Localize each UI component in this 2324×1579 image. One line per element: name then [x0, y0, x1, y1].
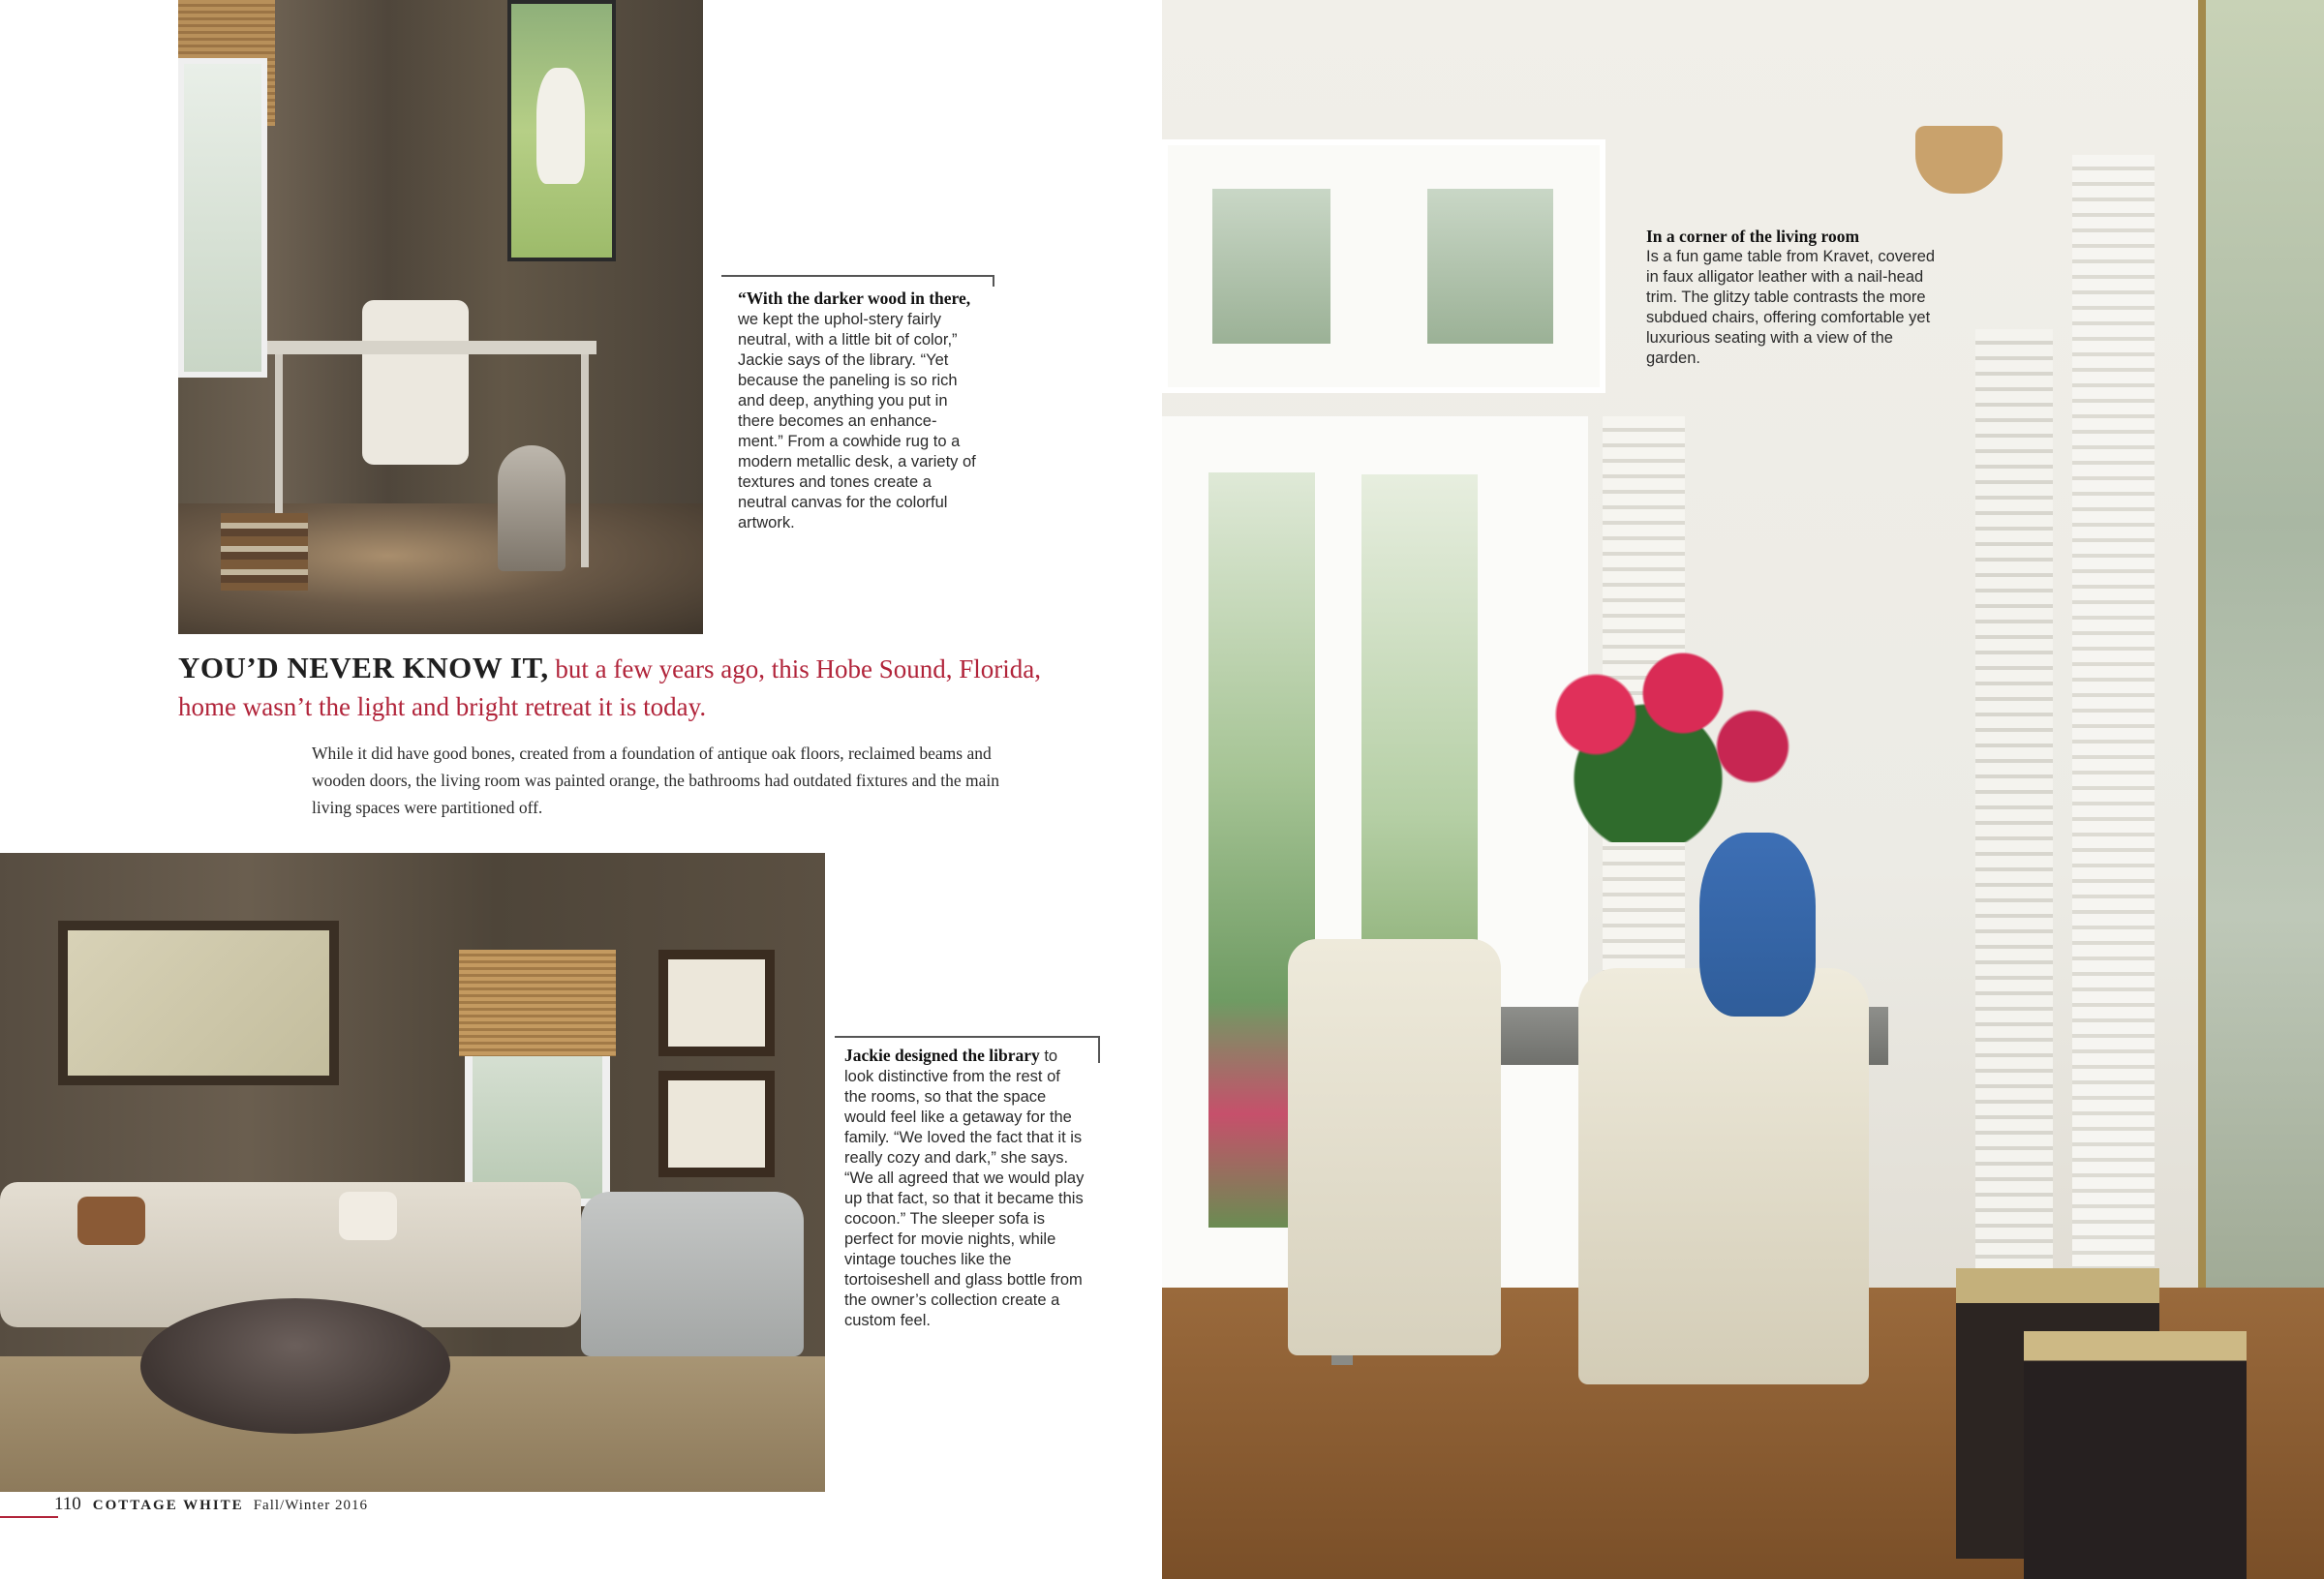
- desk-chair: [362, 300, 469, 465]
- abstract-painting: [2198, 0, 2324, 1307]
- desk-caption-text: we kept the uphol-stery fairly neutral, with a little bit of color,” Jackie says of the library. “Yet because the paneling is so rich and deep, anything you put in there becomes an enhance-ment.” From a cowhide rug to a modern metallic desk, a variety of textures and tones create a neutral canvas for the colorful artwork.: [738, 311, 976, 531]
- book-stack: [221, 513, 308, 591]
- desk-leg: [581, 354, 589, 567]
- magazine-name: COTTAGE WHITE: [92, 1498, 244, 1513]
- framed-print: [658, 950, 775, 1056]
- desk-caption: [738, 288, 980, 533]
- shutter: [2072, 155, 2155, 1268]
- library-desk-photo: [178, 0, 703, 634]
- library-caption-text: to look distinctive from the rest of the rooms, so that the space would feel like a getaway for the family. “We loved the fact that it is really cozy and dark,” she says. “We all agreed that we would play up that fact, so that it became this cocoon.” The sleeper sofa is perfect for movie nights, while vintage touches like the tortoiseshell and glass bottle from the owner’s collection create a custom feel.: [844, 1048, 1085, 1329]
- round-ottoman: [140, 1298, 450, 1434]
- page-folio: [54, 1494, 422, 1523]
- page-number: 110: [54, 1494, 81, 1514]
- headline-rest: but a few years ago, this Hobe Sound, Florida, home wasn’t the light and bright retreat it is today.: [178, 654, 1042, 721]
- article-headline: [178, 649, 1050, 726]
- upholstered-chair: [1578, 968, 1869, 1384]
- caption-bracket: [721, 275, 994, 287]
- framed-print: [658, 1071, 775, 1177]
- upholstered-chair: [1288, 939, 1501, 1355]
- library-caption-lead: Jackie designed the library: [844, 1046, 1040, 1065]
- living-room-caption-text: Is a fun game table from Kravet, covered in faux alligator leather with a nail-head trim. The glitzy table contrasts the more subdued chairs, offering comfortable yet luxurious seating with a view of the garden.: [1646, 248, 1936, 367]
- woven-shade: [459, 950, 616, 1056]
- issue-date: Fall/Winter 2016: [253, 1498, 369, 1513]
- armchair: [581, 1192, 804, 1356]
- window-pane: [1212, 189, 1330, 344]
- headline-caps: YOU’D NEVER KNOW IT,: [178, 651, 549, 684]
- side-table: [498, 445, 566, 571]
- blue-vase: [1699, 833, 1816, 1017]
- library-caption: [844, 1046, 1086, 1331]
- dog-figure: [536, 68, 585, 184]
- article-body: While it did have good bones, created from a foundation of antique oak floors, reclaimed beams and wooden doors, the living room was painted orange, the bathrooms had outdated fixtures and the main living spaces were partitioned off.: [312, 744, 1000, 817]
- gilded-stool: [2024, 1331, 2247, 1579]
- living-room-caption: [1646, 227, 1946, 369]
- window: [178, 58, 267, 378]
- leather-pillow: [77, 1197, 145, 1245]
- window-pane: [1427, 189, 1553, 344]
- living-room-caption-lead: In a corner of the living room: [1646, 227, 1860, 246]
- bougainvillea-arrangement: [1491, 629, 1840, 842]
- desk-caption-lead: “With the darker wood in there,: [738, 288, 971, 308]
- framed-map: [58, 921, 339, 1085]
- folio-rule: [0, 1516, 58, 1518]
- white-pillow: [339, 1192, 397, 1240]
- shutter: [1975, 329, 2053, 1297]
- wall-sconce: [1915, 126, 2003, 194]
- library-sofa-photo: [0, 853, 825, 1492]
- metallic-desk: [267, 341, 596, 354]
